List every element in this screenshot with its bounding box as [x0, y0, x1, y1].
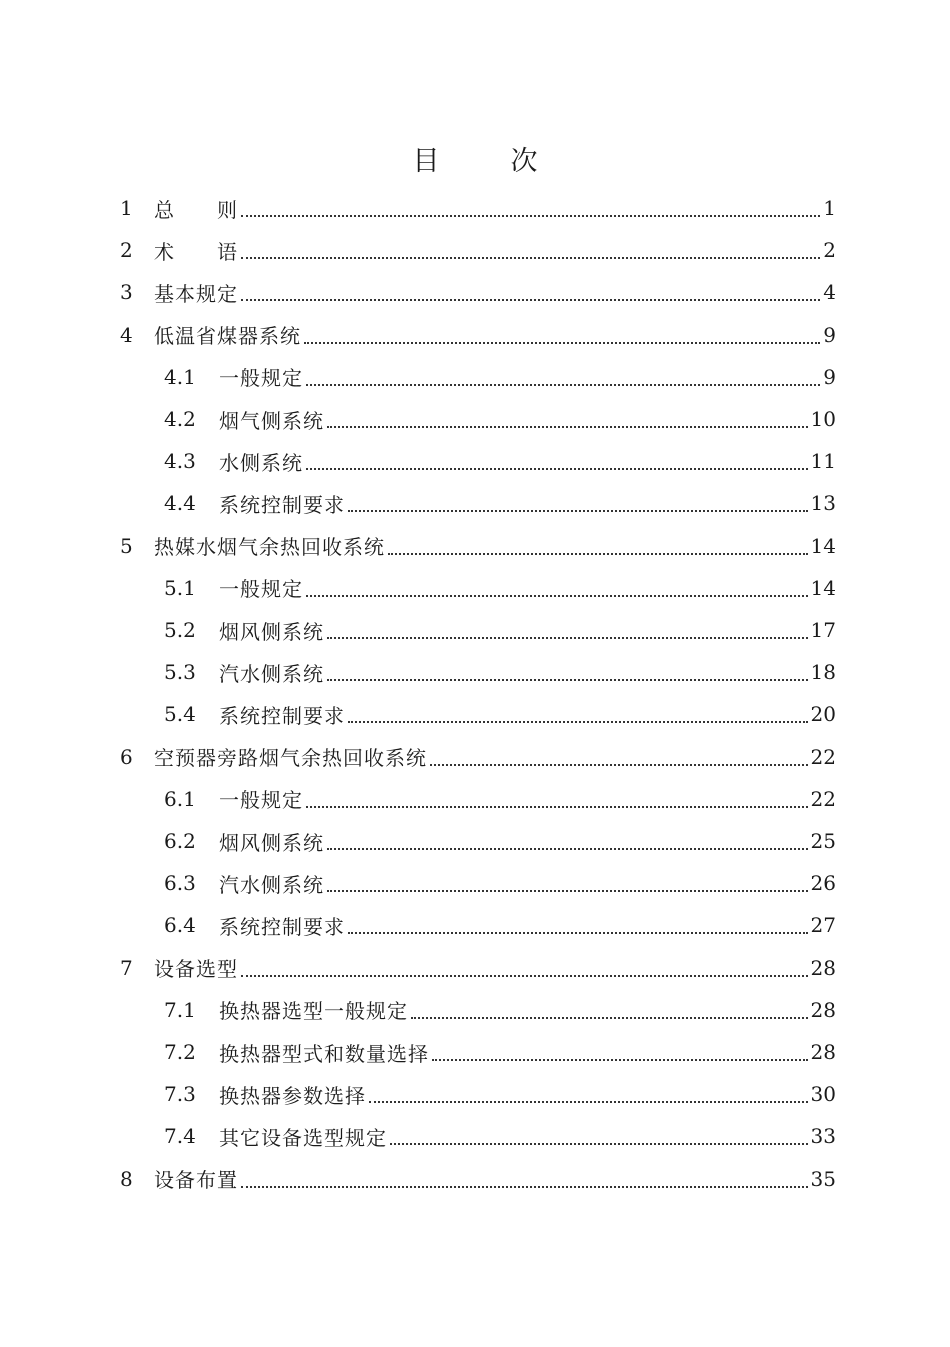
toc-entry-label: 基本规定	[154, 281, 238, 306]
toc-entry-label: 术 语	[154, 239, 238, 264]
toc-entry-number: 6.3	[164, 871, 196, 896]
toc-entry-number: 2	[120, 238, 133, 263]
toc-entry-page: 10	[810, 407, 836, 431]
toc-entry-page: 9	[823, 322, 836, 347]
toc-dot-leader	[327, 426, 808, 428]
toc-entry[interactable]	[164, 357, 836, 397]
toc-entry-number: 1	[120, 196, 133, 220]
toc-entry-label: 空预器旁路烟气余热回收系统	[154, 746, 427, 771]
toc-entry-number: 5.3	[164, 660, 196, 685]
toc-entry-number: 7	[120, 955, 133, 980]
toc-entry-number: 4.1	[164, 364, 196, 389]
toc-entry-page: 28	[810, 955, 836, 980]
toc-dot-leader	[390, 1143, 808, 1145]
toc-entry-number: 7.4	[164, 1124, 196, 1149]
toc-entry-label: 烟气侧系统	[219, 408, 324, 433]
toc-entry-page: 20	[810, 702, 836, 727]
toc-dot-leader	[306, 384, 820, 386]
toc-entry-label: 换热器型式和数量选择	[219, 1041, 429, 1066]
toc-entry-label: 换热器选型一般规定	[219, 999, 408, 1024]
toc-entry-label: 系统控制要求	[219, 703, 345, 728]
toc-entry-page: 11	[810, 449, 836, 474]
toc-entry-page: 27	[810, 913, 836, 938]
toc-entry-number: 5.4	[164, 702, 196, 727]
toc-dot-leader	[327, 679, 808, 681]
toc-dot-leader	[327, 890, 808, 892]
toc-entry-page: 4	[823, 280, 836, 305]
toc-entry-label: 汽水侧系统	[219, 872, 324, 897]
toc-entry-label: 其它设备选型规定	[219, 1125, 387, 1150]
toc-entry-label: 系统控制要求	[219, 492, 345, 517]
toc-entry[interactable]	[164, 441, 836, 481]
toc-dot-leader	[411, 1017, 808, 1019]
toc-dot-leader	[430, 764, 808, 766]
toc-dot-leader	[327, 637, 808, 639]
toc-entry-label: 设备选型	[154, 957, 238, 982]
toc-entry-number: 5.2	[164, 618, 196, 642]
toc-entry[interactable]	[164, 399, 836, 439]
toc-entry-number: 7.2	[164, 1040, 196, 1064]
toc-entry[interactable]	[120, 315, 836, 355]
toc-entry[interactable]	[120, 1159, 836, 1199]
toc-dot-leader	[306, 468, 808, 470]
toc-entry-page: 35	[810, 1166, 836, 1191]
toc-dot-leader	[241, 1186, 808, 1188]
toc-dot-leader	[348, 721, 808, 723]
toc-dot-leader	[241, 299, 820, 301]
toc-entry-number: 7.1	[164, 997, 196, 1022]
toc-entry[interactable]	[120, 272, 836, 312]
toc-entry-number: 4.4	[164, 491, 196, 516]
toc-entry-number: 8	[120, 1166, 133, 1191]
toc-entry-number: 6	[120, 744, 133, 769]
toc-entry[interactable]	[120, 526, 836, 566]
toc-dot-leader	[304, 342, 820, 344]
toc-dot-leader	[369, 1101, 808, 1103]
toc-entry-page: 25	[810, 829, 836, 853]
toc-dot-leader	[306, 595, 808, 597]
toc-entry-label: 换热器参数选择	[219, 1083, 366, 1108]
toc-entry-page: 22	[810, 786, 836, 811]
toc-entry[interactable]	[164, 779, 836, 819]
toc-dot-leader	[432, 1059, 808, 1061]
toc-entry-label: 低温省煤器系统	[154, 324, 301, 349]
toc-entry-number: 6.1	[164, 786, 196, 811]
toc-entry-page: 30	[810, 1082, 836, 1107]
toc-entry-label: 烟风侧系统	[219, 830, 324, 855]
toc-entry[interactable]	[120, 188, 836, 228]
toc-entry-page: 22	[810, 744, 836, 769]
toc-entry[interactable]	[120, 737, 836, 777]
toc-entry-label: 设备布置	[154, 1168, 238, 1193]
toc-entry-number: 6.4	[164, 913, 196, 938]
toc-entry-page: 18	[810, 660, 836, 685]
toc-entry-page: 2	[823, 238, 836, 263]
toc-entry-label: 总 则	[154, 197, 238, 222]
toc-entry-number: 3	[120, 280, 133, 305]
toc-entry-label: 一般规定	[219, 788, 303, 813]
toc-entry-label: 热媒水烟气余热回收系统	[154, 535, 385, 560]
toc-entry-number: 5	[120, 533, 133, 558]
toc-dot-leader	[241, 257, 820, 259]
toc-entry[interactable]	[164, 1032, 836, 1072]
toc-entry-page: 13	[810, 491, 836, 516]
toc-entry-page: 28	[810, 997, 836, 1022]
toc-entry[interactable]	[164, 1074, 836, 1114]
toc-dot-leader	[241, 975, 808, 977]
toc-entry-page: 9	[823, 364, 836, 389]
toc-entry[interactable]	[164, 568, 836, 608]
toc-entry[interactable]	[164, 652, 836, 692]
toc-entry-page: 26	[810, 871, 836, 896]
toc-entry[interactable]	[120, 230, 836, 270]
toc-dot-leader	[306, 806, 808, 808]
toc-entry-number: 6.2	[164, 829, 196, 853]
toc-entry[interactable]	[164, 483, 836, 523]
toc-entry-number: 4	[120, 322, 133, 347]
toc-entry[interactable]	[164, 1116, 836, 1156]
toc-entry[interactable]	[120, 948, 836, 988]
toc-entry-number: 7.3	[164, 1082, 196, 1107]
toc-entry-page: 14	[810, 575, 836, 600]
toc-dot-leader	[388, 553, 808, 555]
toc-dot-leader	[348, 510, 808, 512]
toc-entry-page: 14	[810, 533, 836, 558]
toc-entry[interactable]	[164, 863, 836, 903]
toc-entry-number: 5.1	[164, 575, 196, 600]
toc-entry[interactable]	[164, 610, 836, 650]
toc-entry[interactable]	[164, 694, 836, 734]
toc-entry-number: 4.2	[164, 407, 196, 431]
toc-entry[interactable]	[164, 821, 836, 861]
toc-title: 目 次	[412, 146, 560, 177]
toc-dot-leader	[348, 932, 808, 934]
toc-entry-label: 一般规定	[219, 366, 303, 391]
toc-dot-leader	[241, 215, 820, 217]
toc-entry[interactable]	[164, 905, 836, 945]
toc-entry-label: 一般规定	[219, 577, 303, 602]
toc-entry-page: 33	[810, 1124, 836, 1149]
toc-dot-leader	[327, 848, 808, 850]
toc-entry-label: 汽水侧系统	[219, 661, 324, 686]
toc-entry-page: 17	[810, 618, 836, 642]
toc-entry[interactable]	[164, 990, 836, 1030]
toc-entry-label: 烟风侧系统	[219, 619, 324, 644]
toc-entry-page: 28	[810, 1040, 836, 1064]
toc-entry-label: 系统控制要求	[219, 914, 345, 939]
toc-entry-number: 4.3	[164, 449, 196, 474]
toc-entry-label: 水侧系统	[219, 450, 303, 475]
toc-entry-page: 1	[823, 196, 836, 220]
